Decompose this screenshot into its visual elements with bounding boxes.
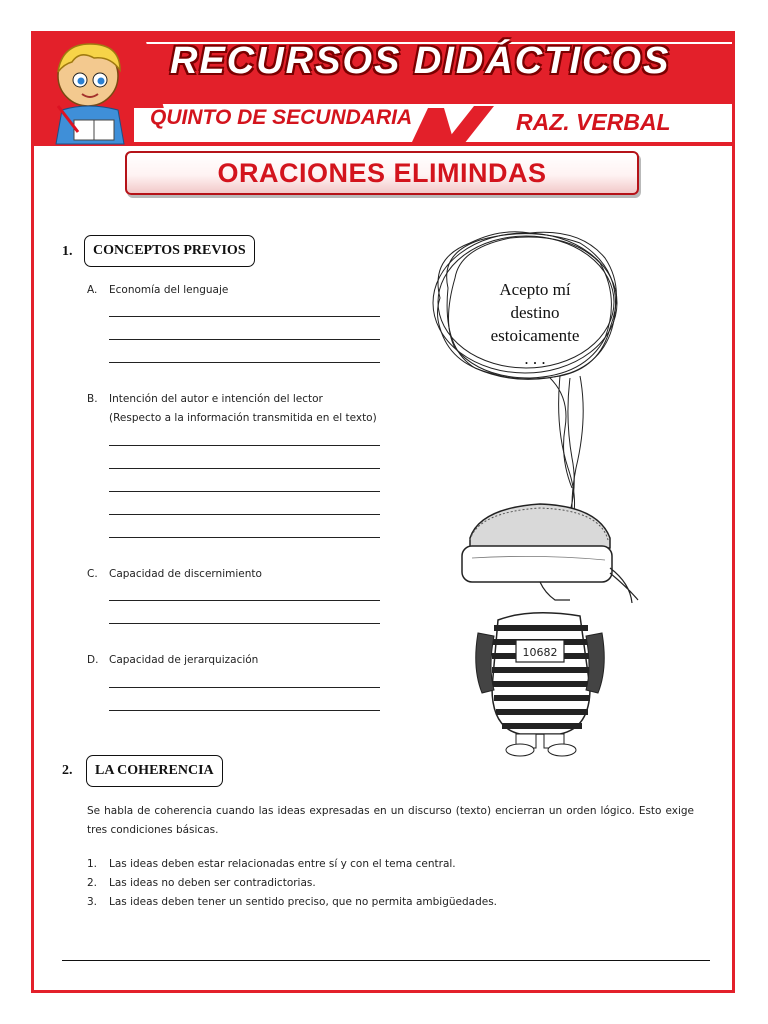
answer-line[interactable] xyxy=(109,468,380,469)
page-header-title: RECURSOS DIDÁCTICOS xyxy=(170,40,671,82)
condition-text: Las ideas deben estar relacionadas entre sí y con el tema central. xyxy=(109,858,456,870)
bubble-line: destino xyxy=(510,303,560,322)
answer-line[interactable] xyxy=(109,687,380,688)
answer-line[interactable] xyxy=(109,491,380,492)
answer-line[interactable] xyxy=(109,514,380,515)
item-c-text: Capacidad de discernimiento xyxy=(109,568,262,580)
answer-line[interactable] xyxy=(109,710,380,711)
answer-line[interactable] xyxy=(109,445,380,446)
bubble-line: . . . xyxy=(524,349,546,368)
condition-number: 1. xyxy=(87,858,98,870)
grade-label: QUINTO DE SECUNDARIA xyxy=(150,106,413,129)
condition-item xyxy=(87,858,456,870)
item-c-letter: C. xyxy=(87,568,98,580)
answer-line[interactable] xyxy=(109,316,380,317)
coherence-paragraph: Se habla de coherencia cuando las ideas expresadas en un discurso (texto) encierran un orden lógico. Esto exige tres condiciones básicas. xyxy=(87,805,694,836)
answer-line[interactable] xyxy=(109,623,380,624)
condition-number: 3. xyxy=(87,896,98,908)
answer-line[interactable] xyxy=(109,339,380,340)
item-b-text: Intención del autor e intención del lector xyxy=(109,393,323,405)
condition-text: Las ideas deben tener un sentido preciso, que no permita ambigüedades. xyxy=(109,896,498,908)
section-1-title: CONCEPTOS PREVIOS xyxy=(84,235,255,267)
thought-bubble-text xyxy=(470,278,600,370)
item-b-note-text: (Respecto a la información transmitida en el texto) xyxy=(109,412,377,424)
prisoner-number: 10682 xyxy=(522,646,558,659)
answer-line[interactable] xyxy=(109,537,380,538)
condition-item xyxy=(87,877,316,889)
item-d-letter: D. xyxy=(87,654,99,666)
section-1-number: 1. xyxy=(62,244,73,259)
subject-label: RAZ. VERBAL xyxy=(516,109,671,135)
section-2-number: 2. xyxy=(62,763,73,778)
item-d-text: Capacidad de jerarquización xyxy=(109,654,259,666)
bubble-line: estoicamente xyxy=(490,326,580,345)
answer-line[interactable] xyxy=(109,600,380,601)
bubble-line: Acepto mí xyxy=(499,280,571,299)
answer-line[interactable] xyxy=(109,362,380,363)
item-b-letter: B. xyxy=(87,393,98,405)
footer-divider xyxy=(62,960,710,961)
topic-title-box xyxy=(125,151,639,195)
section-2-title: LA COHERENCIA xyxy=(86,755,223,787)
condition-text: Las ideas no deben ser contradictorias. xyxy=(109,877,316,889)
item-a-letter: A. xyxy=(87,284,98,296)
student-mascot-icon xyxy=(44,36,140,146)
condition-item xyxy=(87,896,497,908)
item-a-text: Economía del lenguaje xyxy=(109,284,229,296)
condition-number: 2. xyxy=(87,877,98,889)
topic-title: ORACIONES ELIMINDAS xyxy=(217,158,547,188)
